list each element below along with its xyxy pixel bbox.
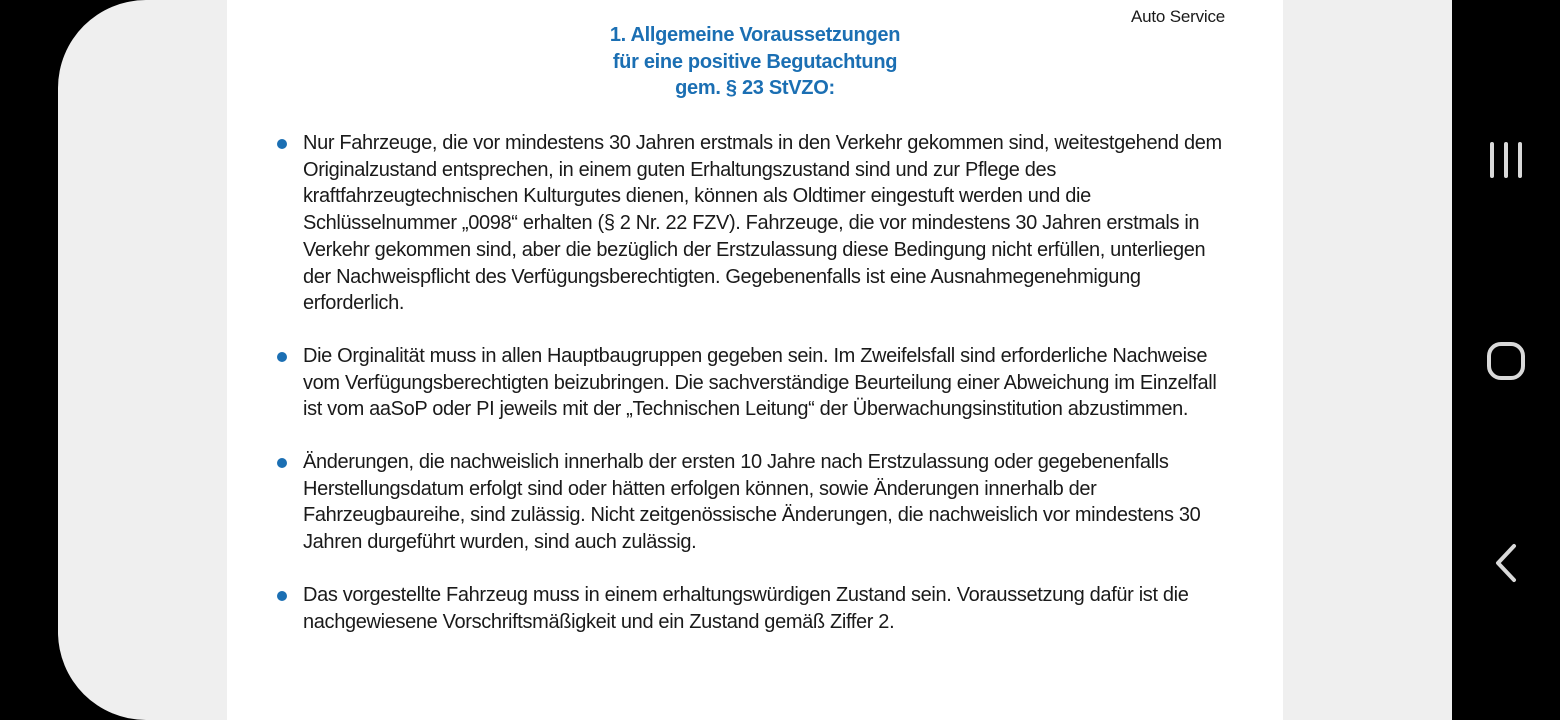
back-button[interactable] xyxy=(1486,543,1526,583)
back-icon xyxy=(1486,543,1526,583)
list-item-text: Nur Fahrzeuge, die vor mindestens 30 Jahren erstmals in den Verkehr gekommen sind, weitestgehend dem Originalzustand entsprechen, in einem guten Erhaltungszustand sind und zur Pflege des kraftfahrzeugtechnischen Kulturgutes dienen, können als Oldtimer eingestuft werden und die Schlüsselnummer „0098“ erhalten (§ 2 Nr. 22 FZV). Fahrzeuge, die vor mindestens 30 Jahren erstmals in Verkehr gekommen sind, aber die bezüglich der Erstzulassung diese Bedingung nicht erfüllen, unterliegen der Nachweispflicht des Verfügungsberechtigten. Gegebenenfalls ist eine Ausnahmegenehmigung erforderlich. xyxy=(303,132,1222,315)
bullet-dot-icon xyxy=(277,458,287,468)
requirements-list xyxy=(277,130,1227,661)
bullet-dot-icon xyxy=(277,591,287,601)
document-page[interactable] xyxy=(227,0,1283,720)
pdf-viewer[interactable] xyxy=(58,0,1452,720)
recent-apps-icon xyxy=(1486,140,1526,180)
home-button[interactable] xyxy=(1486,341,1526,381)
bullet-dot-icon xyxy=(277,139,287,149)
list-item-text: Das vorgestellte Fahrzeug muss in einem erhaltungswürdigen Zustand sein. Voraussetzung dafür ist die nachgewiesene Vorschriftsmäßigkeit und ein Zustand gemäß Ziffer 2. xyxy=(303,583,1189,633)
section-title xyxy=(227,22,1283,102)
list-item xyxy=(277,582,1227,635)
header-label: Auto Service xyxy=(1131,7,1225,26)
list-item xyxy=(277,130,1227,317)
title-line: für eine positive Begutachtung xyxy=(612,50,898,73)
list-item xyxy=(277,343,1227,423)
recent-apps-button[interactable] xyxy=(1486,140,1526,180)
title-line: 1. Allgemeine Voraussetzungen xyxy=(609,24,901,46)
list-item-text: Die Orginalität muss in allen Hauptbaugruppen gegeben sein. Im Zweifelsfall sind erforderliche Nachweise vom Verfügungsberechtigten beizubringen. Die sachverständige Beurteilung einer Abweichung im Einzelfall ist vom aaSoP oder PI jeweils mit der „Technischen Leitung“ der Überwachungsinstitution abzustimmen. xyxy=(303,344,1217,421)
home-icon xyxy=(1486,341,1526,381)
bullet-dot-icon xyxy=(277,352,287,362)
list-item-text: Änderungen, die nachweislich innerhalb der ersten 10 Jahre nach Erstzulassung oder gegebenenfalls Herstellungsdatum erfolgt sind oder hätten erfolgen können, sowie Änderungen innerhalb der Fahrzeugbaureihe, sind zulässig. Nicht zeitgenössische Änderungen, die nachweislich vor mindestens 30 Jahren durgeführt wurden, sind auch zulässig. xyxy=(303,451,1201,554)
list-item xyxy=(277,449,1227,556)
system-navigation-bar xyxy=(1452,0,1560,720)
title-line: gem. § 23 StVZO: xyxy=(675,77,835,99)
